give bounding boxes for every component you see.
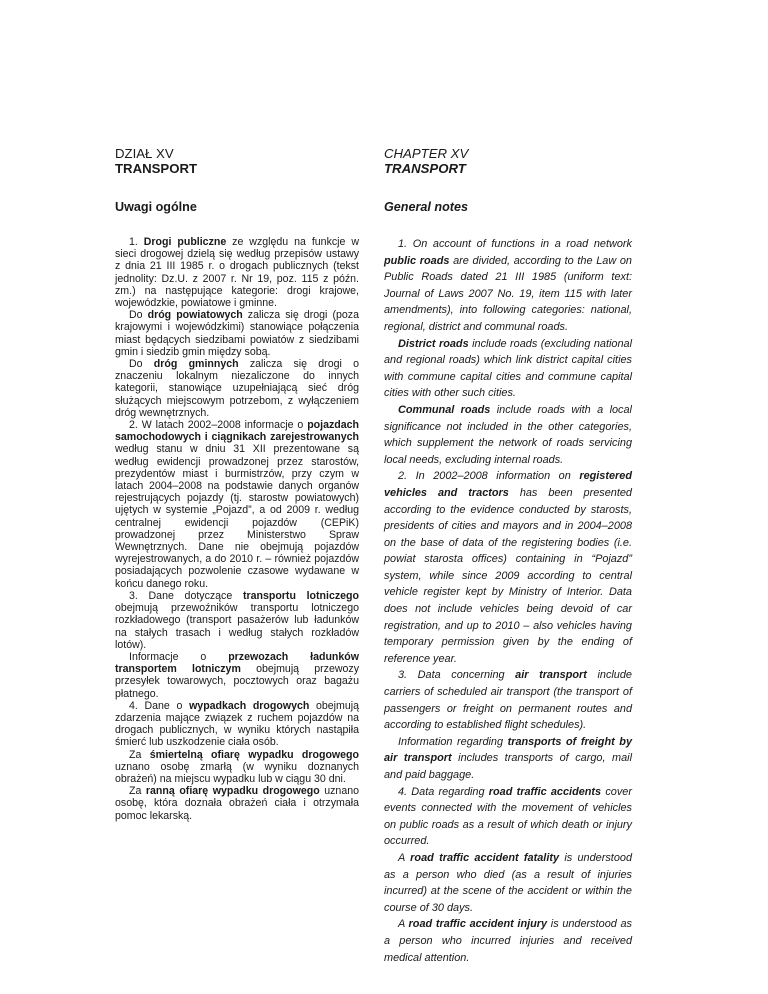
- paragraph-term: wypadkach drogowych: [189, 699, 310, 712]
- paragraph-lead: 4. Dane o: [129, 699, 190, 712]
- paragraph: [384, 402, 632, 468]
- paragraph-text: is understood as a person who died (as a result of injuries incurred) at the scene of the accident or within the course of 30 days.: [384, 851, 632, 914]
- paragraph-lead: 2. W latach 2002–2008 informacje o: [129, 419, 308, 432]
- paragraph-term: public roads: [384, 254, 450, 267]
- paragraph-term: air transport: [515, 669, 587, 682]
- paragraph-term: dróg powiatowych: [147, 309, 243, 322]
- paragraph-lead: 1. On account of functions in a road network: [398, 238, 632, 250]
- paragraph: [115, 785, 359, 822]
- paragraph-text: ze względu na funkcje w sieci drogowej dzielą się według przepisów ustawy z dnia 21 III 1985 r. o drogach publicznych (tekst jednolity: Dz.U. z 2007 r. Nr 19, poz. 115 z późn. zm.) na następujące kategorie: drogi krajowe, wojewódzkie, powiatowe i gminne.: [115, 236, 359, 310]
- paragraph-lead: Za: [129, 748, 150, 761]
- paragraph-lead: Informacje o: [129, 650, 229, 663]
- paragraph-text: include roads (excluding national and regional roads) which link district capital cities with commune capital cities and commune capital cities with other such cities.: [384, 337, 632, 400]
- paragraph-term: registered vehicles and tractors: [384, 470, 632, 499]
- paragraph-text: includes transports of cargo, mail and paid baggage.: [384, 752, 632, 781]
- paragraph-term: dróg gminnych: [153, 358, 239, 371]
- paragraph: [115, 651, 359, 700]
- english-column: [384, 146, 632, 966]
- section-subtitle: Uwagi ogólne: [115, 200, 197, 214]
- paragraph-lead: Do: [129, 309, 148, 322]
- paragraph-lead: Information regarding: [398, 735, 508, 748]
- paragraph-term: śmiertelną ofiarę wypadku drogowego: [149, 748, 359, 761]
- paragraph-text: według stanu w dniu 31 XII prezentowane są według ewidencji prowadzonej przez starostów, prezydentów miast i burmistrzów, przy czym w latach 2004–2008 na podstawie danych organów rejestrujących pojazdy (tj. starostw powiatowych) ujętych w systemie „Pojazd”, a od 2009 r. według centralnej ewidencji pojazdów (CEPiK) prowadzonej przez Ministerstwo Spraw Wewnętrznych. Dane nie obejmują pojazdów wyrejestrowanych, a do 2010 r. – również pojazdów posiadających pozwolenie czasowe wydawane w końcu danego roku.: [115, 443, 359, 590]
- paragraph-term: pojazdach samochodowych i ciągnikach zarejestrowanych: [115, 419, 359, 444]
- paragraph-lead: 3. Dane dotyczące: [129, 589, 243, 602]
- paragraph-text: uznano osobę, która doznała obrażeń ciała i otrzymała pomoc lekarską.: [115, 785, 359, 822]
- chapter-title: TRANSPORT: [384, 161, 466, 176]
- paragraph-lead: A: [398, 851, 411, 864]
- paragraph-term: road traffic accident injury: [408, 918, 548, 931]
- paragraph-text: are divided, according to the Law on Public Roads dated 21 III 1985 (uniform text: Journal of Laws 2007 No. 19, item 115 with later amendments), into following categories: national, regional, district and communal roads.: [384, 254, 632, 333]
- paragraph-term: road traffic accidents: [488, 785, 602, 798]
- paragraph: [384, 336, 632, 402]
- paragraph-term: transports of freight by air transport: [384, 735, 632, 765]
- section-subtitle: General notes: [384, 200, 468, 214]
- paragraph: [384, 916, 632, 966]
- paragraph: [115, 419, 359, 590]
- paragraph: [384, 468, 632, 667]
- paragraph-lead: Do: [129, 358, 154, 371]
- paragraph-text: has been presented according to the evidence conducted by starosts, presidents of cities and mayors and in 2004–2008 on the base of data of the registering bodies (i.e. powiat starosta offices) containing in “Pojazd” system, while since 2009 according to central vehicle register kept by Ministry of Interior. Data does not include vehicles being devoid of car registration, and up to 2010 – also vehicles having temporary permission given by the ending of reference year.: [384, 486, 632, 665]
- paragraph-term: District roads: [398, 337, 469, 350]
- paragraph-lead: A: [398, 918, 409, 931]
- english-body: [384, 236, 632, 966]
- paragraph: [115, 358, 359, 419]
- paragraph: [115, 749, 359, 786]
- chapter-title: TRANSPORT: [115, 161, 198, 176]
- paragraph-text: include carriers of scheduled air transport (the transport of passengers or freight on permanent routes and according to established flight schedules).: [384, 669, 632, 732]
- paragraph-term: Communal roads: [398, 403, 491, 416]
- paragraph: [115, 590, 359, 651]
- paragraph: [115, 309, 359, 358]
- paragraph-term: Drogi publiczne: [143, 236, 227, 248]
- paragraph: [384, 734, 632, 784]
- paragraph-term: przewozach ładunków transportem lotniczym: [115, 650, 359, 676]
- paragraph-text: is understood as a person who incurred injuries and received medical attention.: [384, 918, 632, 964]
- paragraph-term: road traffic accident fatality: [410, 851, 560, 864]
- polish-body: [115, 236, 359, 822]
- paragraph-lead: 1.: [129, 236, 144, 248]
- chapter-number: DZIAŁ XV: [115, 146, 174, 161]
- paragraph-lead: 4. Data regarding: [398, 785, 489, 798]
- paragraph-lead: Za: [129, 785, 146, 798]
- polish-column: [115, 146, 359, 822]
- paragraph-text: include roads with a local significance not included in the other categories, which supplement the network of roads servicing local needs, excluding internal roads.: [384, 403, 632, 466]
- chapter-number: CHAPTER XV: [384, 146, 469, 161]
- paragraph: [384, 667, 632, 733]
- paragraph-text: uznano osobę zmarłą (w wyniku doznanych obrażeń) na miejscu wypadku lub w ciągu 30 dni.: [115, 760, 359, 785]
- paragraph-text: zalicza się drogi o znaczeniu lokalnym niezaliczone do innych kategorii, stanowiące uzupełniającą sieć dróg służących miejscowym potrzebom, z wyłączeniem dróg wewnętrznych.: [115, 358, 359, 419]
- paragraph-term: ranną ofiarę wypadku drogowego: [145, 785, 320, 798]
- paragraph: [115, 700, 359, 749]
- paragraph: [384, 850, 632, 916]
- paragraph-text: obejmują przewoźników transportu lotniczego rozkładowego (transport pasażerów lub ładunków na stałych trasach i według stałych rozkładów lotów).: [115, 602, 359, 651]
- paragraph-text: obejmują zdarzenia mające związek z ruchem pojazdów na drogach publicznych, w wyniku których nastąpiła śmierć lub uszkodzenie ciała osób.: [115, 699, 359, 749]
- paragraph-text: obejmują przewozy przesyłek towarowych, pocztowych oraz bagażu płatnego.: [115, 663, 360, 700]
- paragraph-lead: 3. Data concerning: [398, 669, 516, 682]
- paragraph: [384, 784, 632, 850]
- paragraph-text: cover events connected with the movement of vehicles on public roads as a result of which death or injury occurred.: [384, 785, 632, 848]
- paragraph-lead: 2. In 2002–2008 information on: [398, 470, 580, 483]
- paragraph-text: zalicza się drogi (poza krajowymi i wojewódzkimi) stanowiące połączenia miast będących siedzibami powiatów z siedzibami gmin i siedzib gmin między sobą.: [115, 309, 359, 358]
- paragraph-term: transportu lotniczego: [242, 589, 359, 602]
- paragraph: [384, 236, 632, 336]
- paragraph: [115, 236, 359, 309]
